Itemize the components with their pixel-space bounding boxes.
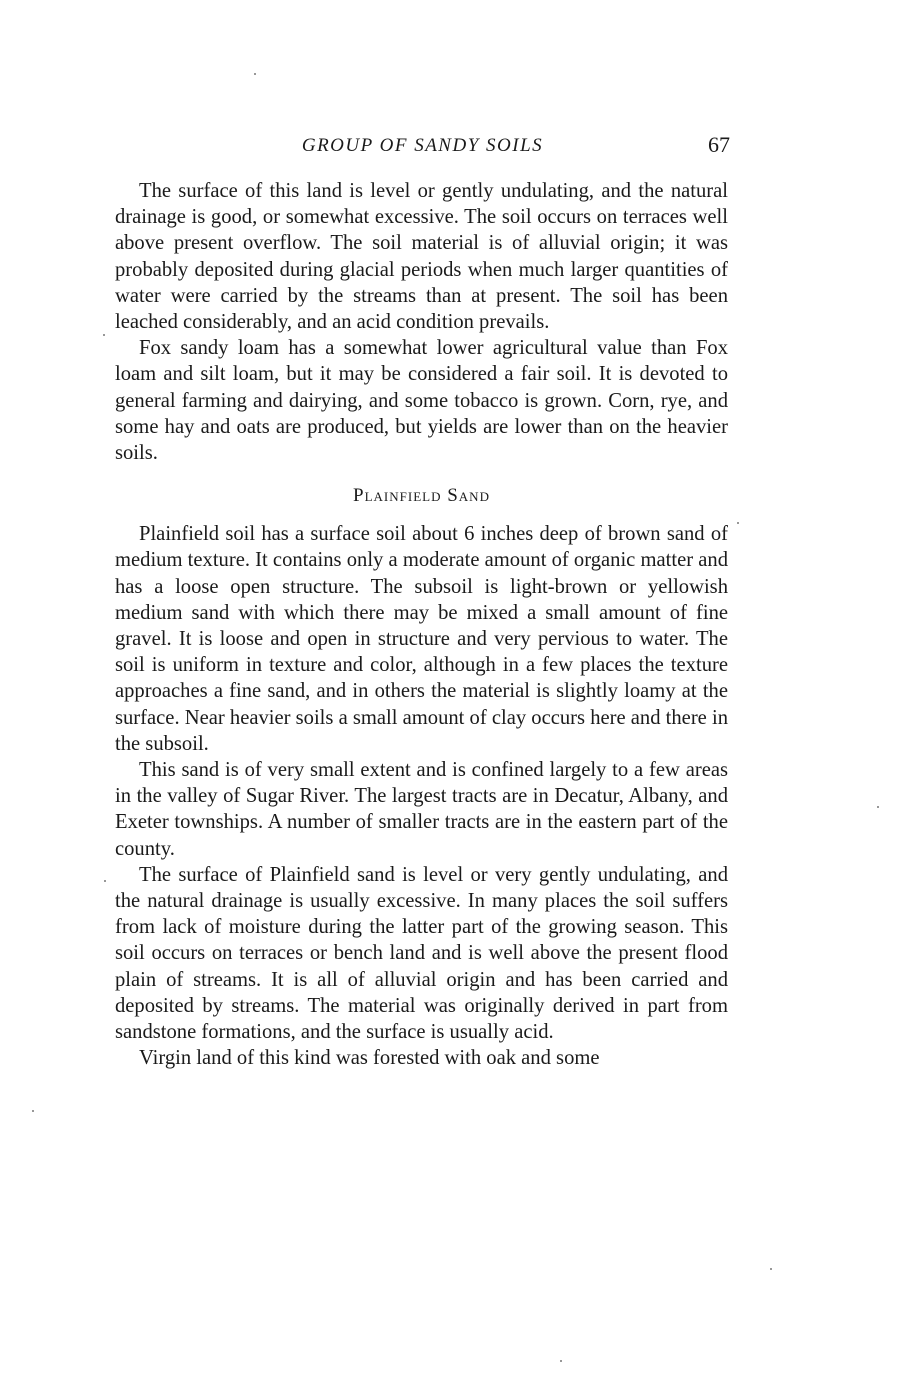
body-text xyxy=(115,178,728,1072)
scan-speck xyxy=(877,806,879,808)
running-head xyxy=(115,132,730,162)
scan-speck xyxy=(254,73,256,75)
section-heading-plainfield-sand: Plainfield Sand xyxy=(353,485,490,507)
scan-speck xyxy=(560,1360,562,1362)
paragraph-plainfield-virgin-land: Virgin land of this kind was forested with oak and some xyxy=(139,1047,600,1070)
page-number: 67 xyxy=(708,132,730,157)
scan-speck xyxy=(103,334,105,336)
paragraph-plainfield-surface: The surface of Plainfield sand is level or very gently undulating, and the natural drainage is usually excessive. In many places the soil suffers from lack of moisture during the latter part of the growing season. This soil occurs on terraces or bench land and is well above the present flood plain of streams. It is all of alluvial origin and has been carried and deposited by streams. The material was originally derived in part from sandstone formations, and the surface is usually acid. xyxy=(115,863,728,1044)
scan-speck xyxy=(32,1110,34,1112)
running-title: GROUP OF SANDY SOILS xyxy=(301,135,544,156)
paragraph-fox-value: Fox sandy loam has a somewhat lower agricultural value than Fox loam and silt loam, but it may be considered a fair soil. It is devoted to general farming and dairying, and some tobacco is grown. Corn, rye, and some hay and oats are produced, but yields are lower than on the heavier soils. xyxy=(115,337,728,465)
paragraph-fox-surface: The surface of this land is level or gently undulating, and the natural drainage is good, or somewhat excessive. The soil occurs on terraces well above present overflow. The soil material is of alluvial origin; it was probably deposited during glacial periods when much larger quantities of water were carried by the streams than at present. The soil has been leached considerably, and an acid condition prevails. xyxy=(115,180,728,334)
scan-speck xyxy=(770,1268,772,1270)
paragraph-plainfield-description: Plainfield soil has a surface soil about 6 inches deep of brown sand of medium texture. It contains only a moderate amount of organic matter and has a loose open structure. The subsoil is light-brown or yellowish medium sand with which there may be mixed a small amount of fine gravel. It is loose and open in structure and very pervious to water. The soil is uniform in texture and color, although in a few places the texture approaches a fine sand, and in others the material is slightly loamy at the surface. Near heavier soils a small amount of clay occurs here and there in the subsoil. xyxy=(115,523,728,755)
scan-speck xyxy=(104,880,106,882)
paragraph-plainfield-extent: This sand is of very small extent and is confined largely to a few areas in the valley of Sugar River. The largest tracts are in Decatur, Albany, and Exeter townships. A number of smaller tracts are in the eastern part of the county. xyxy=(115,759,728,860)
scan-speck xyxy=(737,522,739,524)
